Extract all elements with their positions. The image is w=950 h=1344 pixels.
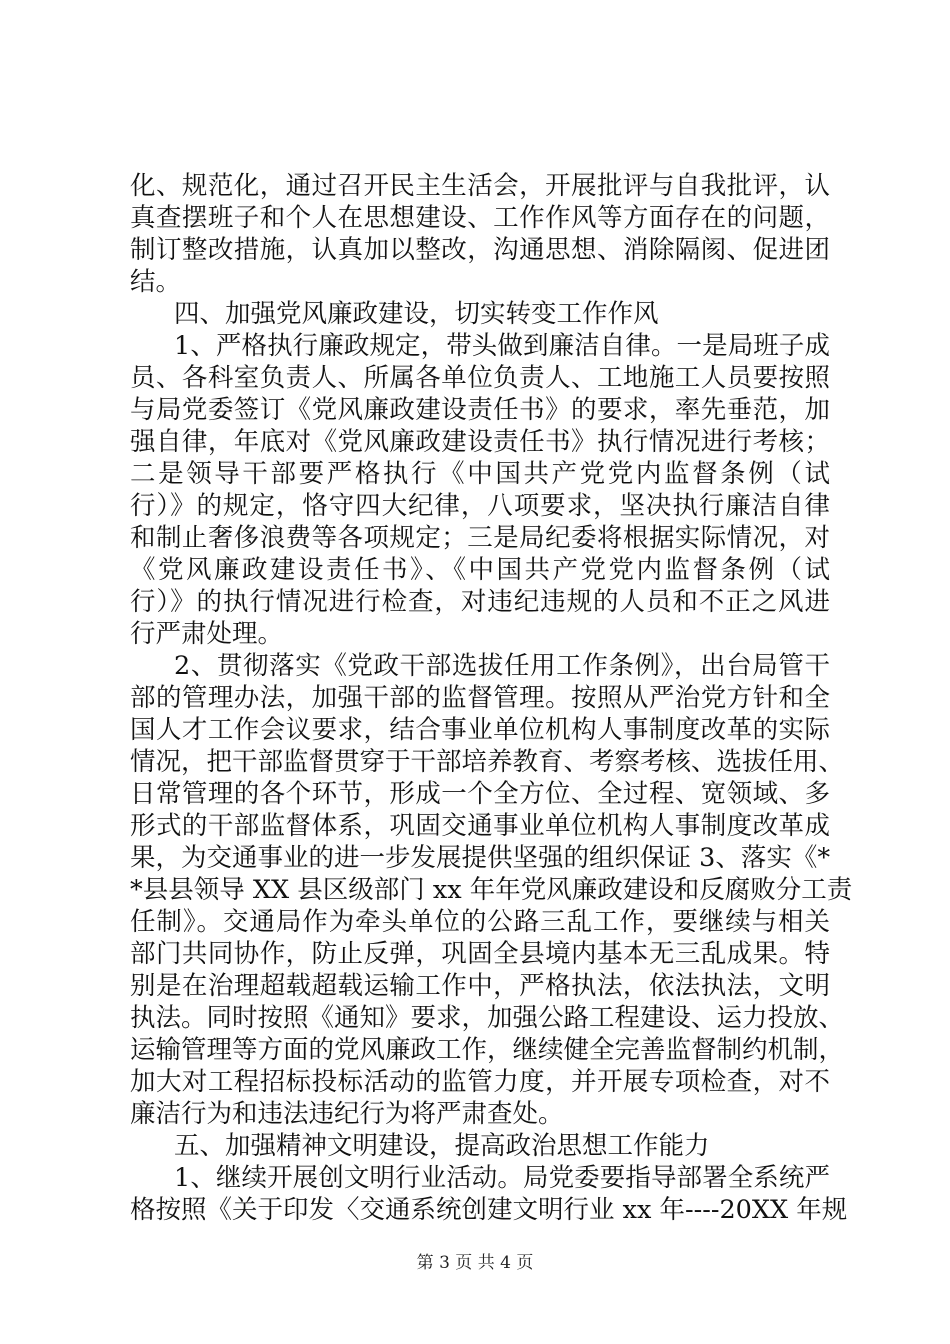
text-line: 部门共同协作，防止反弹，巩固全县境内基本无三乱成果。特: [130, 939, 830, 969]
document-body: [130, 170, 853, 1226]
text-line: 强自律，年底对《党风廉政建设责任书》执行情况进行考核；: [130, 427, 830, 457]
text-line: 廉洁行为和违法违纪行为将严肃查处。: [130, 1099, 564, 1129]
text-line: 《党风廉政建设责任书》、《中国共产党党内监督条例（试: [130, 555, 830, 585]
text-line: 别是在治理超载超载运输工作中，严格执法，依法执法，文明: [130, 971, 830, 1001]
text-line: 行严肃处理。: [130, 619, 284, 649]
text-line: 结。: [130, 267, 182, 297]
text-line: 任制》。交通局作为牵头单位的公路三乱工作，要继续与相关: [130, 907, 830, 937]
section-heading: 四、加强党风廉政建设，切实转变工作作风: [174, 299, 659, 329]
section-heading: 五、加强精神文明建设，提高政治思想工作能力: [174, 1131, 710, 1161]
text-line: 化、规范化，通过召开民主生活会，开展批评与自我批评，认: [130, 171, 830, 201]
page-number-footer: 第 3 页 共 4 页: [416, 1253, 534, 1273]
text-line: 情况，把干部监督贯穿于干部培养教育、考察考核、选拔任用、: [130, 747, 845, 777]
text-line: 日常管理的各个环节，形成一个全方位、全过程、宽领域、多: [130, 779, 830, 809]
text-line: 二是领导干部要严格执行《中国共产党党内监督条例（试: [130, 459, 830, 489]
text-line: 行）》的规定，恪守四大纪律，八项要求，坚决执行廉洁自律: [130, 491, 830, 521]
text-line: 行）》的执行情况进行检查，对违纪违规的人员和不正之风进: [130, 587, 830, 617]
text-line: 2、贯彻落实《党政干部选拔任用工作条例》，出台局管干: [174, 651, 830, 681]
text-line: 和制止奢侈浪费等各项规定；三是局纪委将根据实际情况，对: [130, 523, 830, 553]
text-line: 果，为交通事业的进一步发展提供坚强的组织保证 3、落实《*: [130, 843, 831, 873]
text-line: 1、继续开展创文明行业活动。局党委要指导部署全系统严: [174, 1163, 830, 1193]
text-line: 形式的干部监督体系，巩固交通事业单位机构人事制度改革成: [130, 811, 830, 841]
text-line: 部的管理办法，加强干部的监督管理。按照从严治党方针和全: [130, 683, 830, 713]
text-line: 与局党委签订《党风廉政建设责任书》的要求，率先垂范，加: [130, 395, 830, 425]
text-line: 员、各科室负责人、所属各单位负责人、工地施工人员要按照: [130, 363, 830, 393]
text-line: 国人才工作会议要求，结合事业单位机构人事制度改革的实际: [130, 715, 830, 745]
text-line: 1、严格执行廉政规定，带头做到廉洁自律。一是局班子成: [174, 331, 830, 361]
text-line: 格按照《关于印发〈交通系统创建文明行业 xx 年----20XX 年规: [130, 1195, 848, 1225]
text-line: 制订整改措施，认真加以整改，沟通思想、消除隔阂、促进团: [130, 235, 830, 265]
text-line: 加大对工程招标投标活动的监管力度，并开展专项检查，对不: [130, 1067, 830, 1097]
text-line: *县县领导 XX 县区级部门 xx 年年党风廉政建设和反腐败分工责: [130, 875, 853, 905]
text-line: 执法。同时按照《通知》要求，加强公路工程建设、运力投放、: [130, 1003, 845, 1033]
text-line: 真查摆班子和个人在思想建设、工作作风等方面存在的问题，: [130, 203, 830, 233]
text-line: 运输管理等方面的党风廉政工作，继续健全完善监督制约机制，: [130, 1035, 845, 1065]
